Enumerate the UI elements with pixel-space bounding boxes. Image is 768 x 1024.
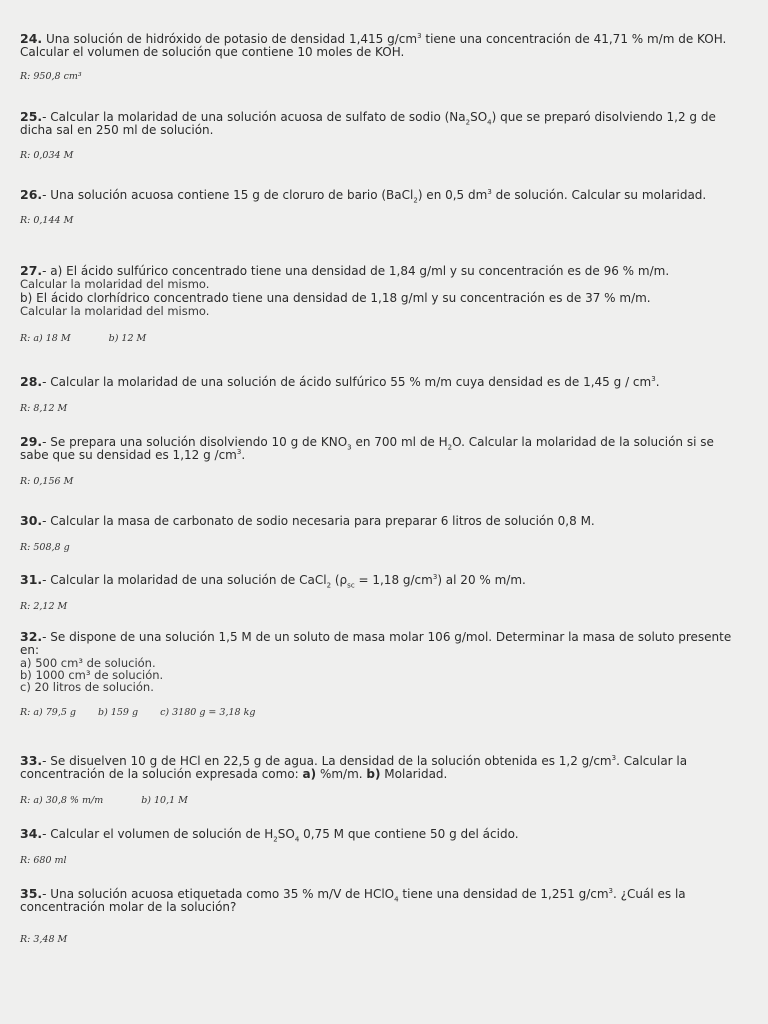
problem-25-answer: R: 0,034 M [20,150,74,161]
problem-30 [20,514,740,553]
problem-number: 25. [20,109,43,124]
problem-number: 30. [20,513,43,528]
problem-number: 31. [20,572,43,587]
problem-27-statement [20,264,740,278]
problem-32-item-b: b) 1000 cm³ de solución. [20,668,164,682]
problem-32-statement [20,630,740,657]
problem-text: = 1,18 g/cm [354,573,433,587]
problem-24-answer: R: 950,8 cm³ [20,71,82,82]
problem-27-answer [20,333,740,344]
problem-text: 0,75 M que contiene 50 g del ácido. [299,827,519,841]
problem-27-part-b: b) El ácido clorhídrico concentrado tiene una densidad de 1,18 g/ml y su concentración es de 37 % m/m. [20,291,651,305]
answer-c: c) 3180 g = 3,18 kg [160,707,256,718]
problem-text: - Calcular la molaridad de una solución acuosa de sulfato de sodio (Na [42,110,466,124]
problem-text: en 700 ml de H [351,435,448,449]
problem-text: - Calcular la molaridad de una solución de ácido sulfúrico 55 % m/m cuya densidad es de 1,45 g / cm [42,375,652,389]
superscript: 3 [417,32,422,40]
problem-30-statement [20,514,740,528]
problem-31 [20,573,740,612]
problem-text: ) en 0,5 dm [417,188,488,202]
problem-24 [20,32,740,82]
problem-text: - a) El ácido sulfúrico concentrado tiene una densidad de 1,84 g/ml y su concentración es de 96 % m/m. [42,264,670,278]
problem-text: O. Calcular la molaridad de la solución si se sabe que su densidad es 1,12 g /cm [20,435,714,462]
problem-number: 32. [20,629,43,644]
problem-text: SO [470,110,488,124]
problem-25-statement [20,110,740,137]
problem-32-item-a: a) 500 cm³ de solución. [20,656,156,670]
problem-25 [20,110,740,161]
problem-32 [20,630,740,718]
superscript: 3 [487,188,492,196]
problem-text: - Una solución acuosa etiquetada como 35 % m/V de HClO [42,887,395,901]
bold-label: b) [366,767,381,781]
subscript: 3 [347,443,352,452]
problem-24-statement [20,32,740,59]
subscript: 2 [326,581,332,590]
superscript: 3 [236,448,242,456]
problem-text: (ρ [331,573,348,587]
superscript: 3 [608,887,614,895]
problem-text: . Calcular la concentración de la solución expresada como: [20,754,688,781]
problem-32-item-c: c) 20 litros de solución. [20,680,154,694]
problem-text: - Se prepara una solución disolviendo 10 g de KNO [42,435,348,449]
problem-35-statement [20,887,740,914]
problem-26 [20,188,740,226]
problem-number: 35. [20,886,43,901]
answer-a: R: a) 30,8 % m/m [20,795,104,806]
problem-27-line4: Calcular la molaridad del mismo. [20,304,210,318]
problem-35 [20,887,740,945]
problem-26-answer: R: 0,144 M [20,215,74,226]
subscript: 4 [294,835,300,844]
problem-text: - Calcular la molaridad de una solución de CaCl [42,573,327,587]
problem-number: 28. [20,374,43,389]
problem-text: - Calcular el volumen de solución de H [42,827,274,841]
problem-28 [20,375,740,414]
problem-28-answer: R: 8,12 M [20,403,68,414]
problem-text: Una solución de hidróxido de potasio de densidad 1,415 g/cm [42,32,418,46]
subscript: 2 [273,835,278,844]
problem-34-statement [20,826,740,844]
problem-30-answer: R: 508,8 g [20,542,70,553]
problem-33-answer [20,795,740,806]
problem-31-answer: R: 2,12 M [20,601,68,612]
subscript: 2 [447,443,453,452]
answer-a: R: a) 79,5 g [20,707,77,718]
answer-a: R: a) 18 M [20,333,71,344]
problem-26-statement [20,187,740,205]
problem-28-statement [20,375,740,389]
answer-b: b) 12 M [108,333,147,344]
problem-number: 29. [20,434,43,449]
problem-27-line2: Calcular la molaridad del mismo. [20,277,210,291]
superscript: 3 [432,573,438,581]
problem-text: de solución. Calcular su molaridad. [491,188,707,202]
subscript: 2 [413,196,418,205]
problem-34 [20,827,740,866]
superscript: 3 [651,375,656,383]
problem-text: - Se dispone de una solución 1,5 M de un soluto de masa molar 106 g/mol. Determinar la masa de soluto presente en: [20,630,732,657]
answer-b: b) 10,1 M [141,795,188,806]
problem-text: - Una solución acuosa contiene 15 g de cloruro de bario (BaCl [42,188,414,202]
problem-text: - Se disuelven 10 g de HCl en 22,5 g de agua. La densidad de la solución obtenida es 1,2 g/cm [42,754,612,768]
problem-text: %m/m. [316,767,367,781]
problem-27 [20,264,740,344]
subscript: sc [347,581,355,590]
problem-text: SO [277,827,295,841]
problem-number: 34. [20,826,43,841]
problem-text: ) al 20 % m/m. [437,573,526,587]
problem-33-statement [20,754,740,781]
problem-35-answer: R: 3,48 M [20,934,68,945]
superscript: 3 [611,754,617,762]
problem-text: - Calcular la masa de carbonato de sodio necesaria para preparar 6 litros de solución 0,8 M. [42,514,595,528]
subscript: 4 [394,895,399,904]
problem-33 [20,754,740,806]
problem-29 [20,435,740,487]
problem-text: . [241,448,246,462]
subscript: 4 [487,118,492,127]
problem-29-answer: R: 0,156 M [20,476,74,487]
problem-29-statement [20,435,740,462]
problem-text: tiene una concentración de 41,71 % m/m de KOH. Calcular el volumen de solución que contiene 10 moles de KOH. [20,32,727,59]
problem-31-statement [20,572,740,590]
problem-number: 27. [20,263,43,278]
problem-32-answer [20,707,740,718]
answer-b: b) 159 g [98,707,139,718]
problem-text: . ¿Cuál es la concentración molar de la solución? [20,887,686,914]
problem-34-answer: R: 680 ml [20,855,67,866]
problem-number: 24. [20,31,43,46]
problem-number: 33. [20,753,43,768]
problem-text: ) que se preparó disolviendo 1,2 g de dicha sal en 250 ml de solución. [20,110,716,137]
bold-label: a) [302,767,317,781]
problem-text: . [655,375,660,389]
problem-number: 26. [20,187,43,202]
problem-text: tiene una densidad de 1,251 g/cm [398,887,609,901]
subscript: 2 [465,118,471,127]
problem-text: Molaridad. [380,767,448,781]
